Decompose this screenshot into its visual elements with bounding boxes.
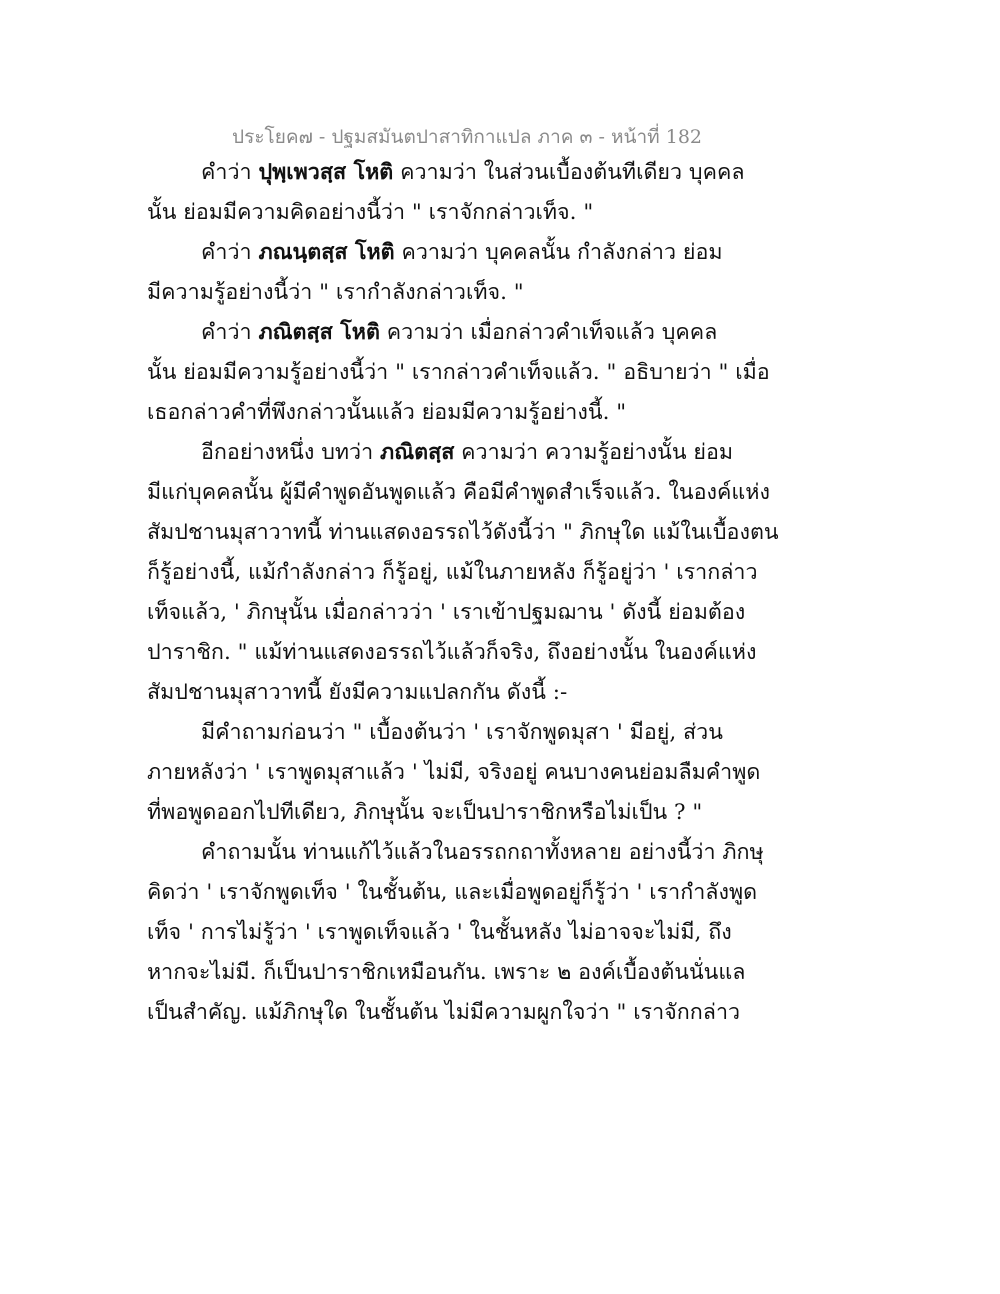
text-line <box>147 282 524 304</box>
text-line <box>147 522 779 544</box>
running-head: ประโยค๗ - ปฐมสมันตปาสาทิกาแปล ภาค ๓ - หน้าที่ 182 <box>232 126 702 148</box>
text-run: เธอกล่าวคำที่พึงกล่าวนั้นแล้ว ย่อมมีความรู้อย่างนี้. " <box>147 400 627 425</box>
text-run: ความว่า เมื่อกล่าวคำเท็จแล้ว บุคคล <box>379 320 718 345</box>
pali-term: ภณิตสฺส <box>380 440 455 465</box>
text-run: ภายหลังว่า ' เราพูดมุสาแล้ว ' ไม่มี, จริงอยู่ คนบางคนย่อมลืมคำพูด <box>147 760 761 785</box>
text-line <box>147 642 756 664</box>
text-line <box>201 442 733 464</box>
text-run: มีความรู้อย่างนี้ว่า " เรากำลังกล่าวเท็จ. " <box>147 280 524 305</box>
text-line <box>147 482 770 504</box>
text-run: คำว่า <box>201 160 259 185</box>
text-run: ก็รู้อย่างนี้, แม้กำลังกล่าว ก็รู้อยู่, แม้ในภายหลัง ก็รู้อยู่ว่า ' เรากล่าว <box>147 560 758 585</box>
pali-term: ภณิตสฺส โหติ <box>258 320 380 345</box>
text-run: ความว่า ความรู้อย่างนั้น ย่อม <box>454 440 734 465</box>
text-line <box>147 922 732 944</box>
text-line <box>147 602 745 624</box>
text-run: สัมปชานมุสาวาทนี้ ท่านแสดงอรรถไว้ดังนี้ว่า " ภิกษุใด แม้ในเบื้องตน <box>147 520 779 545</box>
text-line <box>147 402 626 424</box>
text-run: ความว่า ในส่วนเบื้องต้นทีเดียว บุคคล <box>393 160 745 185</box>
text-run: สัมปชานมุสาวาทนี้ ยังมีความแปลกกัน ดังนี้ :- <box>147 680 568 705</box>
text-run: นั้น ย่อมมีความรู้อย่างนี้ว่า " เรากล่าวคำเท็จแล้ว. " อธิบายว่า " เมื่อ <box>147 360 770 385</box>
text-run: คำว่า <box>201 240 259 265</box>
text-run: มีคำถามก่อนว่า " เบื้องต้นว่า ' เราจักพูดมุสา ' มีอยู่, ส่วน <box>201 720 723 745</box>
text-run: ที่พอพูดออกไปทีเดียว, ภิกษุนั้น จะเป็นปาราชิกหรือไม่เป็น ? " <box>147 800 703 825</box>
text-line <box>147 962 745 984</box>
text-run: หากจะไม่มี. ก็เป็นปาราชิกเหมือนกัน. เพราะ ๒ องค์เบื้องต้นนั่นแล <box>147 960 746 985</box>
text-run: มีแก่บุคคลนั้น ผู้มีคำพูดอันพูดแล้ว คือมีคำพูดสำเร็จแล้ว. ในองค์แห่ง <box>147 480 770 505</box>
text-run: ปาราชิก. " แม้ท่านแสดงอรรถไว้แล้วก็จริง, ถึงอย่างนั้น ในองค์แห่ง <box>147 640 757 665</box>
text-run: คำถามนั้น ท่านแก้ไว้แล้วในอรรถกถาทั้งหลาย อย่างนี้ว่า ภิกษุ <box>201 840 764 865</box>
text-line <box>147 202 593 224</box>
text-line <box>147 1002 740 1024</box>
text-line <box>201 162 745 184</box>
text-run: คำว่า <box>201 320 259 345</box>
pali-term: ปุพฺเพวสฺส โหติ <box>258 160 394 185</box>
text-run: นั้น ย่อมมีความคิดอย่างนี้ว่า " เราจักกล่าวเท็จ. " <box>147 200 594 225</box>
text-line <box>147 802 702 824</box>
text-line <box>147 562 758 584</box>
text-line <box>201 322 717 344</box>
text-line <box>201 722 723 744</box>
text-line <box>147 362 770 384</box>
text-line <box>147 682 567 704</box>
text-line <box>201 242 723 264</box>
text-line <box>147 882 757 904</box>
text-run: อีกอย่างหนึ่ง บทว่า <box>201 440 381 465</box>
text-line <box>201 842 764 864</box>
text-run: เท็จแล้ว, ' ภิกษุนั้น เมื่อกล่าวว่า ' เราเข้าปฐมฌาน ' ดังนี้ ย่อมต้อง <box>147 600 746 625</box>
text-run: คิดว่า ' เราจักพูดเท็จ ' ในชั้นต้น, และเมื่อพูดอยู่ก็รู้ว่า ' เรากำลังพูด <box>147 880 758 905</box>
text-run: เท็จ ' การไม่รู้ว่า ' เราพูดเท็จแล้ว ' ในชั้นหลัง ไม่อาจจะไม่มี, ถึง <box>147 920 732 945</box>
text-line <box>147 762 760 784</box>
pali-term: ภณนฺตสฺส โหติ <box>258 240 395 265</box>
text-run: ความว่า บุคคลนั้น กำลังกล่าว ย่อม <box>394 240 723 265</box>
text-run: เป็นสำคัญ. แม้ภิกษุใด ในชั้นต้น ไม่มีความผูกใจว่า " เราจักกล่าว <box>147 1000 741 1025</box>
